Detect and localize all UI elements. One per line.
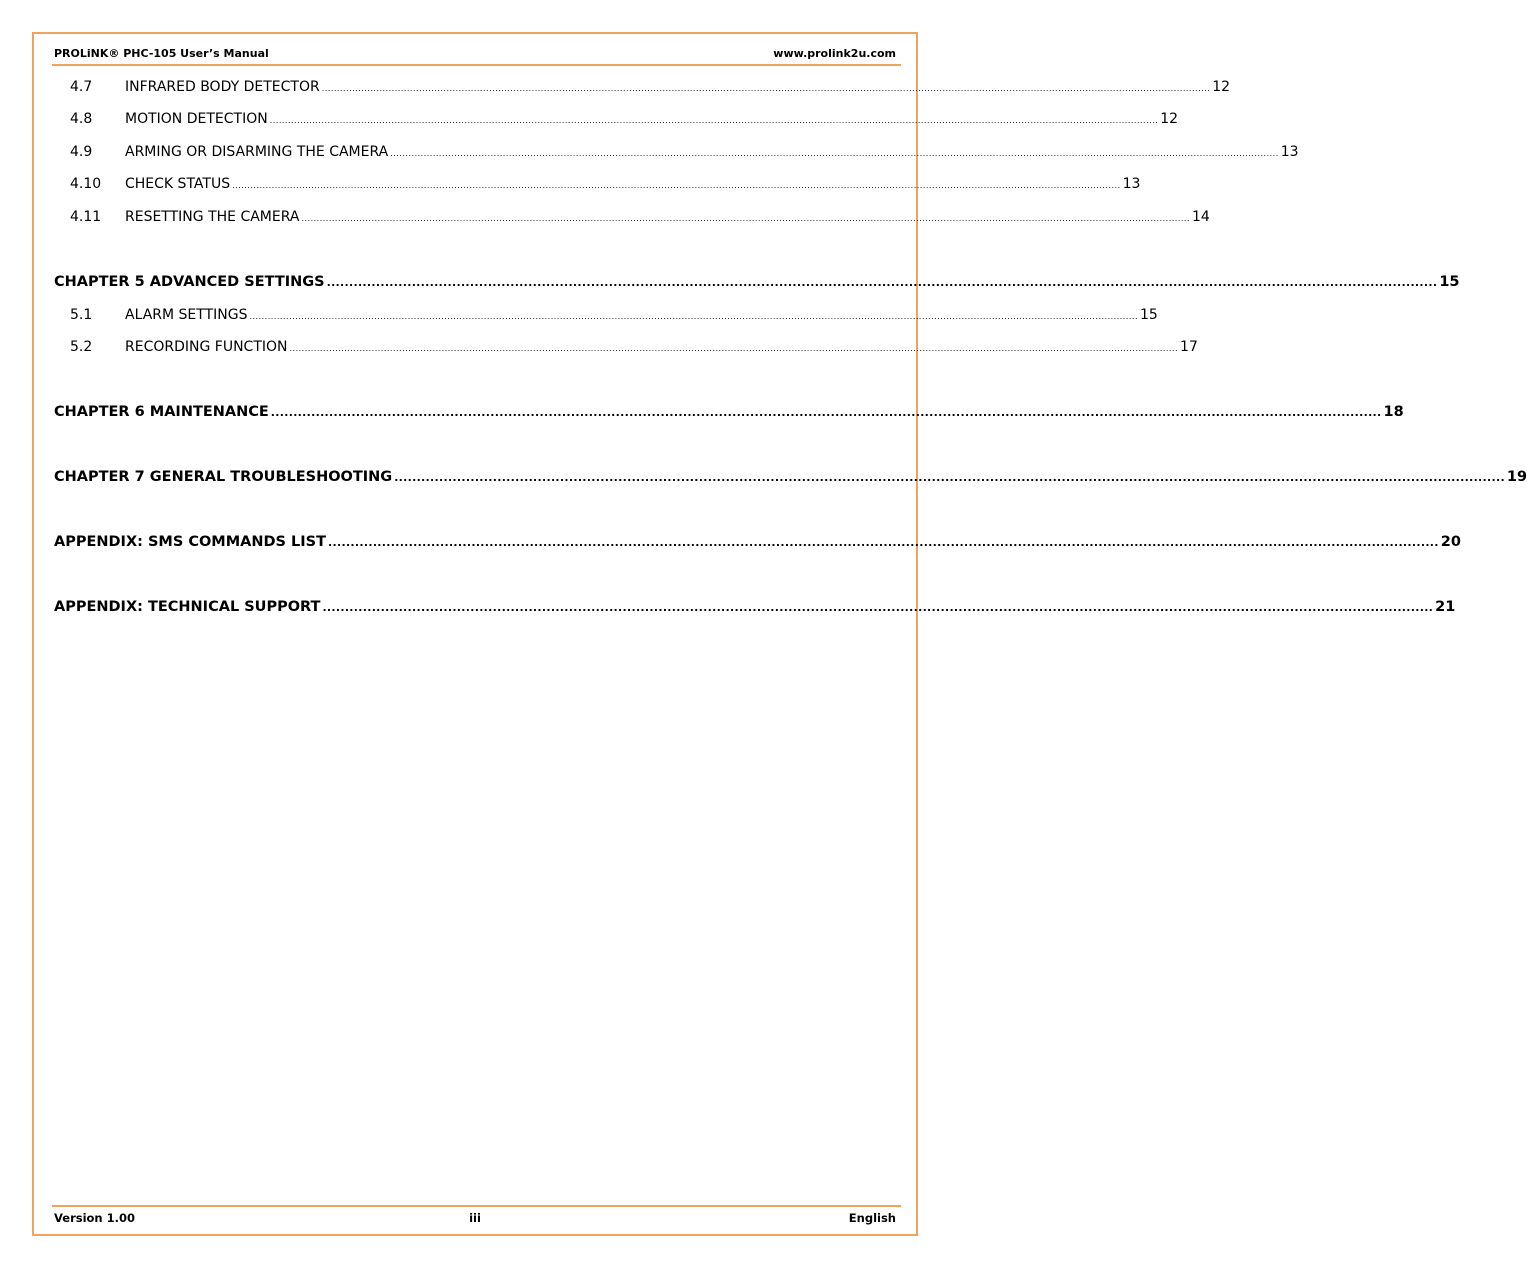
toc-leader-dots: .................................................................................................................................................................................................................................................................................................... <box>289 344 1179 353</box>
toc-entry-4-9[interactable] <box>70 144 1299 160</box>
toc-entry-page: 12 <box>1212 79 1231 95</box>
toc-chapter-page: 19 <box>1506 469 1527 485</box>
toc-entry-number: 5.1 <box>70 307 93 323</box>
toc-appendix-support[interactable] <box>54 599 1456 615</box>
toc-entry-number: 4.11 <box>70 209 102 225</box>
toc-entry-page: 17 <box>1180 339 1198 355</box>
toc-leader-dots: ........................................................................................................................................................................................................................................................ <box>270 406 1382 419</box>
toc-entry-page: 13 <box>1280 144 1299 160</box>
toc-entry-title: RESETTING THE CAMERA <box>125 209 300 225</box>
toc-entry-page: 14 <box>1192 209 1210 225</box>
toc-entry-5-2[interactable] <box>70 339 1198 355</box>
toc-entry-5-1[interactable] <box>70 307 1158 323</box>
toc-leader-dots: ........................................................................................................................................................................................................................................................ <box>328 536 1439 549</box>
toc-leader-dots: .................................................................................................................................................................................................................................................................................................... <box>321 84 1211 93</box>
toc-entry-title: ALARM SETTINGS <box>125 307 248 323</box>
header-divider <box>52 64 901 66</box>
toc-chapter-title: CHAPTER 7 GENERAL TROUBLESHOOTING <box>54 469 393 485</box>
toc-chapter-6[interactable] <box>54 404 1404 420</box>
toc-chapter-7[interactable] <box>54 469 1527 485</box>
toc-chapter-title: CHAPTER 5 ADVANCED SETTINGS <box>54 274 325 290</box>
toc-entry-number: 4.7 <box>70 79 93 95</box>
toc-entry-4-7[interactable] <box>70 79 1231 95</box>
toc-leader-dots: .................................................................................................................................................................................................................................................................................................... <box>269 116 1159 125</box>
toc-chapter-title: APPENDIX: TECHNICAL SUPPORT <box>54 599 321 615</box>
header-title: PROLiNK® PHC-105 User’s Manual <box>54 47 269 60</box>
footer-divider <box>52 1205 901 1207</box>
toc-leader-dots: ........................................................................................................................................................................................................................................................ <box>394 471 1505 484</box>
toc-entry-number: 4.9 <box>70 144 93 160</box>
toc-entry-page: 13 <box>1122 176 1141 192</box>
footer-language: English <box>848 1211 896 1225</box>
toc-leader-dots: .................................................................................................................................................................................................................................................................................................... <box>232 181 1121 190</box>
toc-entry-title: ARMING OR DISARMING THE CAMERA <box>125 144 389 160</box>
toc-entry-page: 12 <box>1160 111 1179 127</box>
toc-leader-dots: .................................................................................................................................................................................................................................................................................................... <box>249 312 1139 321</box>
toc-chapter-page: 21 <box>1435 599 1456 615</box>
toc-entry-number: 4.8 <box>70 111 93 127</box>
page-footer <box>54 1211 896 1227</box>
toc-entry-title: CHECK STATUS <box>125 176 231 192</box>
toc-entry-title: RECORDING FUNCTION <box>125 339 288 355</box>
toc-leader-dots: .................................................................................................................................................................................................................................................................................................... <box>390 149 1279 158</box>
toc-entry-4-11[interactable] <box>70 209 1210 225</box>
toc-chapter-5[interactable] <box>54 274 1460 290</box>
toc-entry-4-10[interactable] <box>70 176 1141 192</box>
toc-entry-4-8[interactable] <box>70 111 1179 127</box>
toc-chapter-page: 18 <box>1383 404 1404 420</box>
footer-version: Version 1.00 <box>54 1211 135 1225</box>
toc-chapter-page: 20 <box>1440 534 1461 550</box>
toc-entry-number: 5.2 <box>70 339 93 355</box>
toc-leader-dots: ........................................................................................................................................................................................................................................................ <box>326 276 1438 289</box>
page-header <box>54 47 896 63</box>
toc-chapter-title: CHAPTER 6 MAINTENANCE <box>54 404 269 420</box>
toc-leader-dots: .................................................................................................................................................................................................................................................................................................... <box>301 214 1190 223</box>
toc-entry-title: MOTION DETECTION <box>125 111 268 127</box>
header-website: www.prolink2u.com <box>773 47 896 60</box>
footer-page-number: iii <box>469 1211 481 1225</box>
toc-appendix-sms[interactable] <box>54 534 1461 550</box>
toc-leader-dots: ........................................................................................................................................................................................................................................................ <box>322 601 1434 614</box>
toc-entry-number: 4.10 <box>70 176 102 192</box>
toc-entry-title: INFRARED BODY DETECTOR <box>125 79 320 95</box>
toc-entry-page: 15 <box>1140 307 1158 323</box>
toc-chapter-page: 15 <box>1439 274 1460 290</box>
toc-chapter-title: APPENDIX: SMS COMMANDS LIST <box>54 534 327 550</box>
